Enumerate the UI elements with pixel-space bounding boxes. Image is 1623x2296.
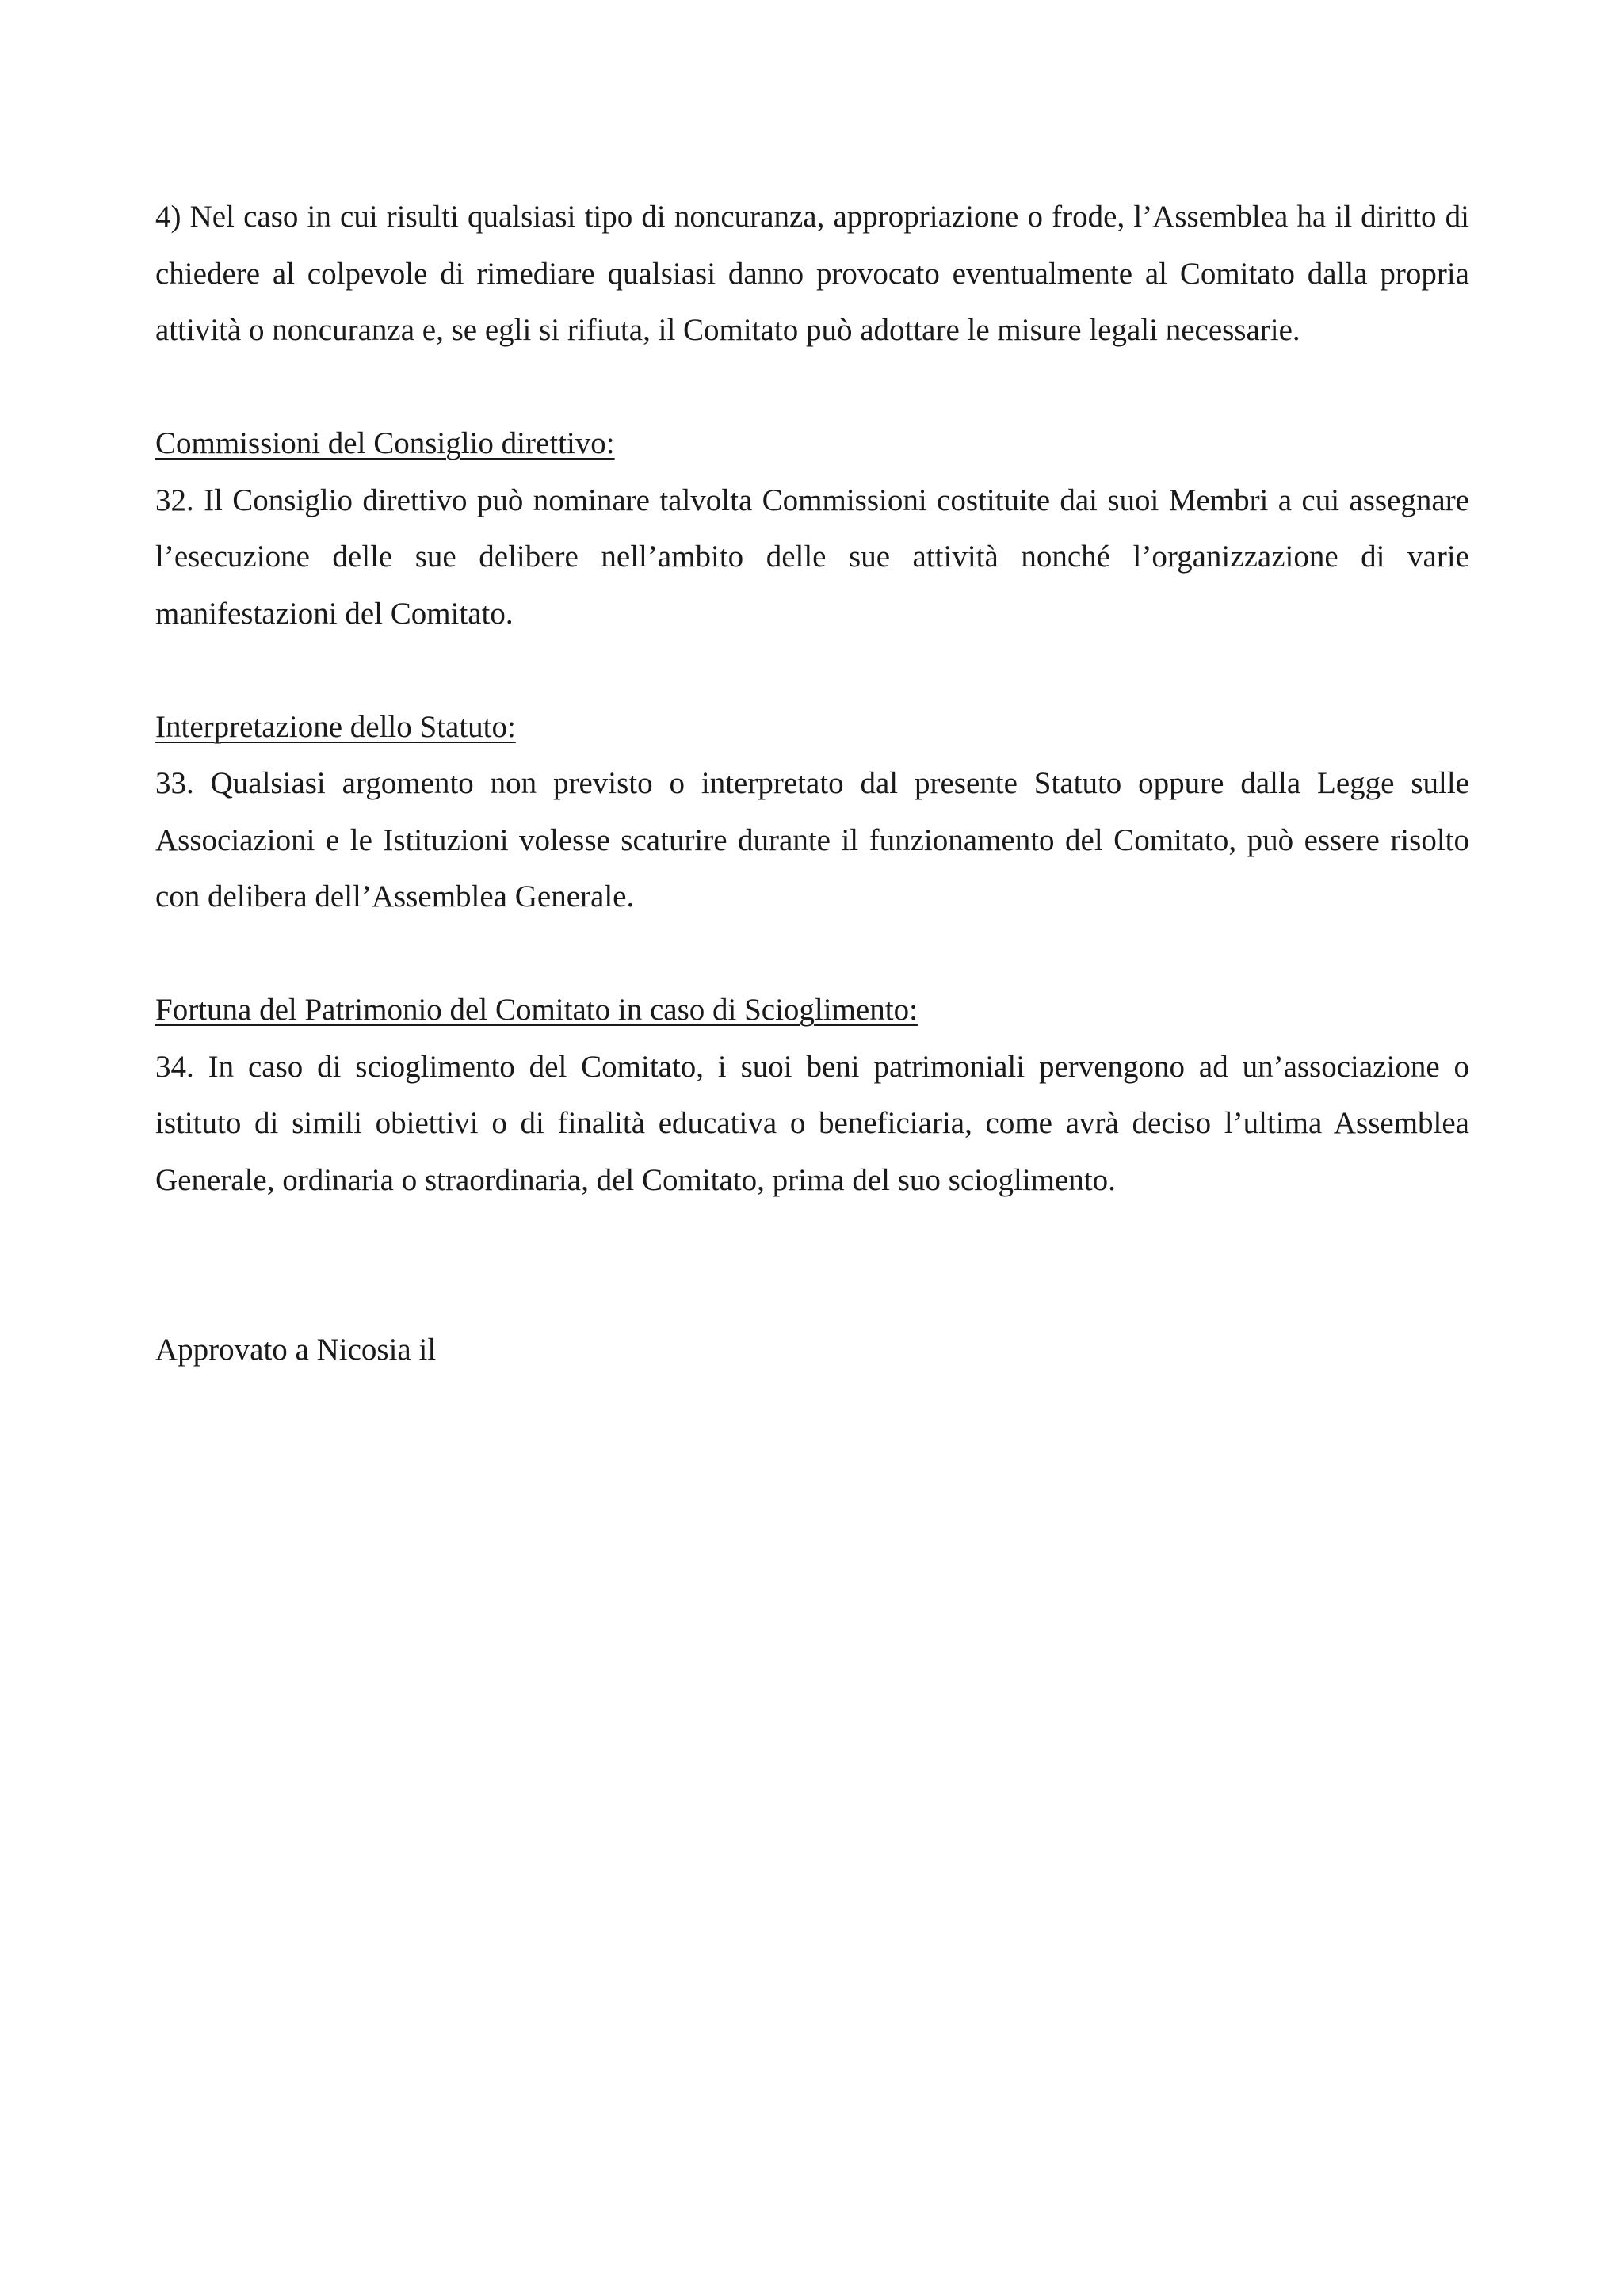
spacer [155, 925, 1469, 982]
paragraph-article-34: 34. In caso di scioglimento del Comitato, i suoi beni patrimoniali pervengono ad un’associazione o istituto di simili obiettivi o di finalità educativa o beneficiaria, come avrà deciso l’ultima Assemblea Generale, ordinaria o straordinaria, del Comitato, prima del suo scioglimento. [155, 1049, 1469, 1197]
paragraph-article-32: 32. Il Consiglio direttivo può nominare talvolta Commissioni costituite dai suoi Membri a cui assegnare l’esecuzione delle sue delibere nell’ambito delle sue attività nonché l’organizzazione di varie manifestazioni del Comitato. [155, 482, 1469, 631]
paragraph-article-31-4: 4) Nel caso in cui risulti qualsiasi tipo di noncuranza, appropriazione o frode, l’Assemblea ha il diritto di chiedere al colpevole di rimediare qualsiasi danno provocato eventualmente al Comitato dalla propria attività o noncuranza e, se egli si rifiuta, il Comitato può adottare le misure legali necessarie. [155, 200, 1469, 347]
heading-interpretazione: Interpretazione dello Statuto: [155, 709, 516, 744]
document-page [155, 189, 1469, 1379]
heading-commissioni: Commissioni del Consiglio direttivo: [155, 426, 615, 460]
spacer [155, 642, 1469, 699]
spacer [155, 359, 1469, 416]
paragraph-article-33: 33. Qualsiasi argomento non previsto o interpretato dal presente Statuto oppure dalla Legge sulle Associazioni e le Istituzioni volesse scaturire durante il funzionamento del Comitato, può essere risolto con delibera dell’Assemblea Generale. [155, 766, 1469, 913]
spacer [155, 1208, 1469, 1322]
approval-line: Approvato a Nicosia il [155, 1333, 437, 1367]
heading-fortuna-patrimonio: Fortuna del Patrimonio del Comitato in caso di Scioglimento: [155, 993, 918, 1027]
